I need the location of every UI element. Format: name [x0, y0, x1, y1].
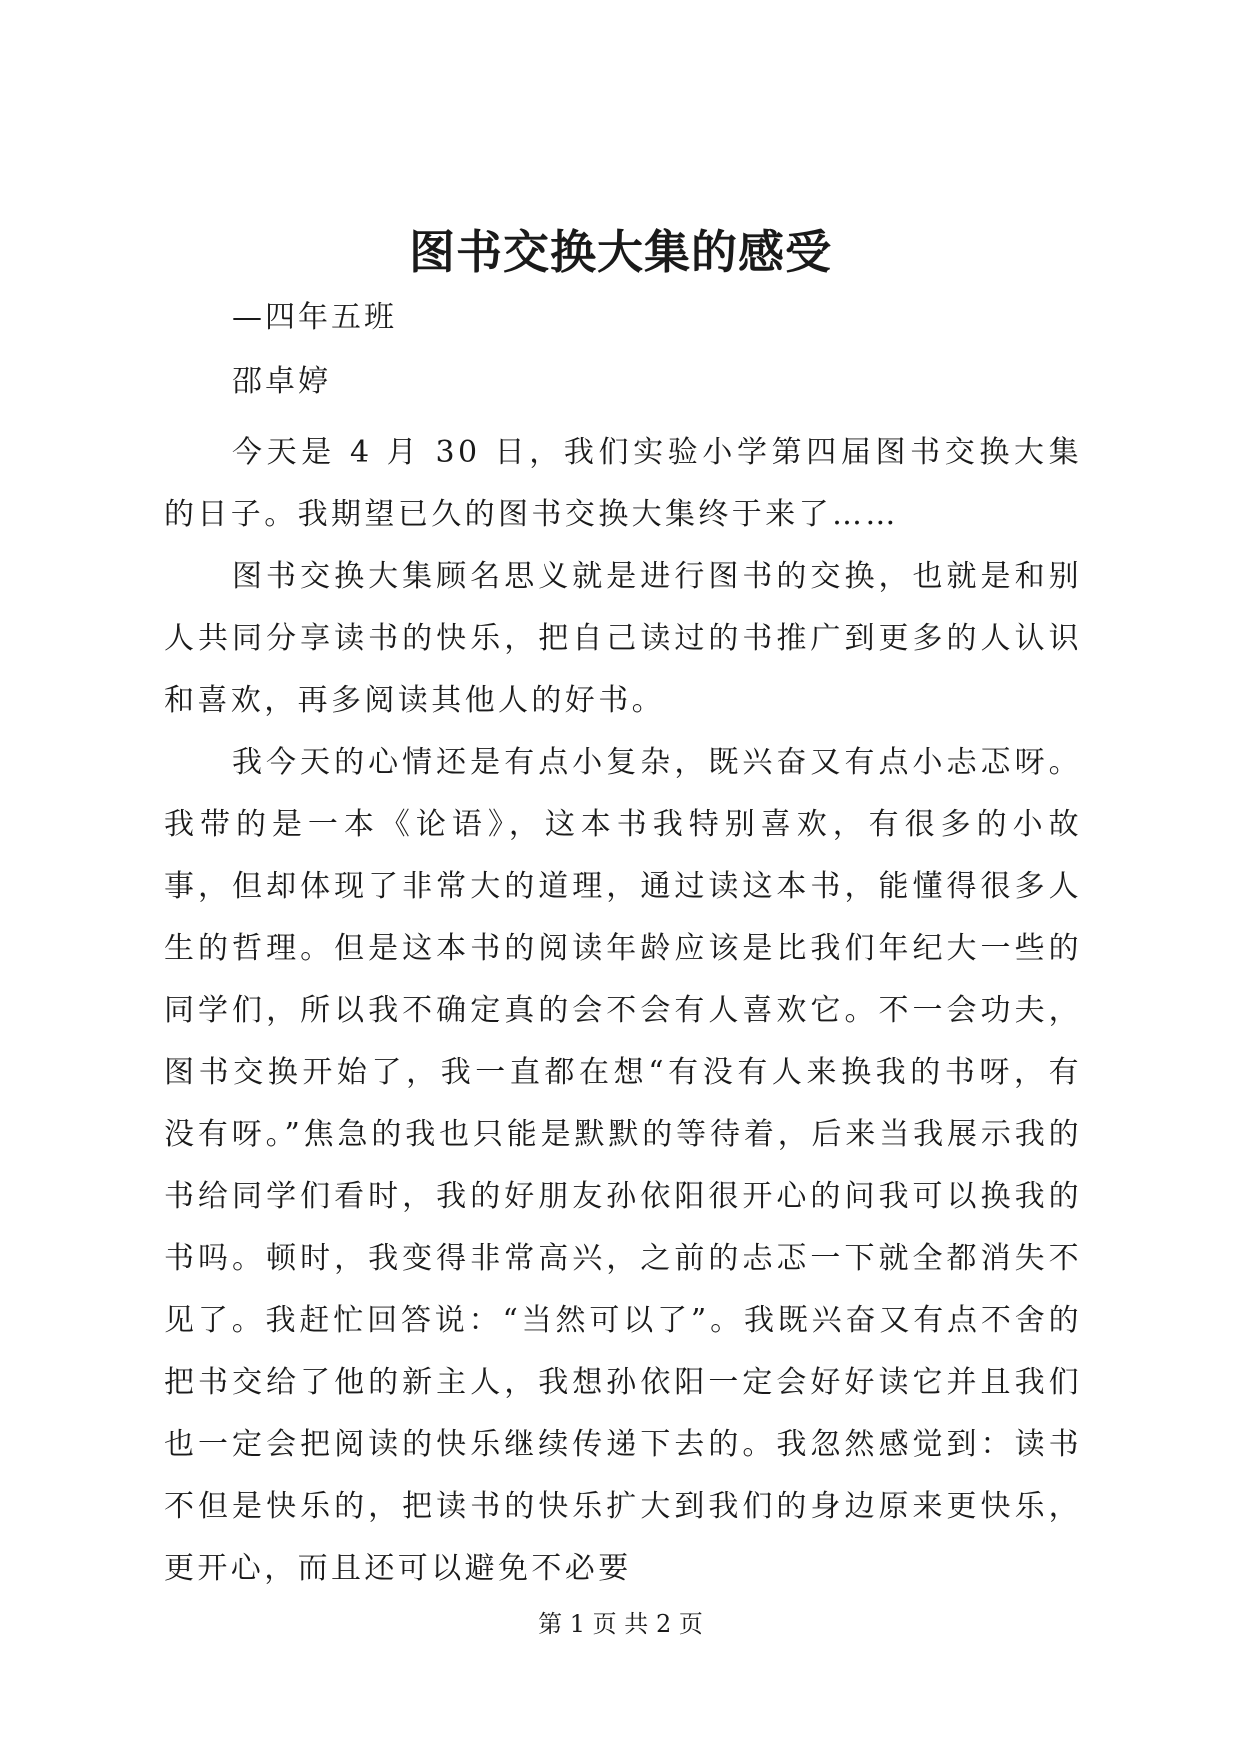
paragraph: 图书交换大集顾名思义就是进行图书的交换，也就是和别人共同分享读书的快乐，把自己读过的书推广到更多的人认识和喜欢，再多阅读其他人的好书。: [164, 559, 1082, 718]
page-footer: 第 1 页 共 2 页: [538, 1610, 703, 1638]
document-title: 图书交换大集的感受: [409, 225, 832, 279]
paragraph: 我今天的心情还是有点小复杂，既兴奋又有点小忐忑呀。我带的是一本《论语》，这本书我特别喜欢，有很多的小故事，但却体现了非常大的道理，通过读这本书，能懂得很多人生的哲理。但是这本书的阅读年龄应该是比我们年纪大一些的同学们，所以我不确定真的会不会有人喜欢它。不一会功夫，图书交换开始了，我一直都在想“有没有人来换我的书呀，有没有呀。”焦急的我也只能是默默的等待着，后来当我展示我的书给同学们看时，我的好朋友孙依阳很开心的问我可以换我的书吗。顿时，我变得非常高兴，之前的忐忑一下就全都消失不见了。我赶忙回答说：“当然可以了”。我既兴奋又有点不舍的把书交给了他的新主人，我想孙依阳一定会好好读它并且我们也一定会把阅读的快乐继续传递下去的。我忽然感觉到：读书不但是快乐的，把读书的快乐扩大到我们的身边原来更快乐，更开心，而且还可以避免不必要: [164, 745, 1082, 1586]
class-line: —四年五班: [232, 300, 397, 335]
paragraph: 今天是 4 月 30 日，我们实验小学第四届图书交换大集的日子。我期望已久的图书交换大集终于来了……: [164, 435, 1082, 532]
body-text: [164, 422, 1082, 1600]
author-name: 邵卓婷: [232, 364, 331, 399]
